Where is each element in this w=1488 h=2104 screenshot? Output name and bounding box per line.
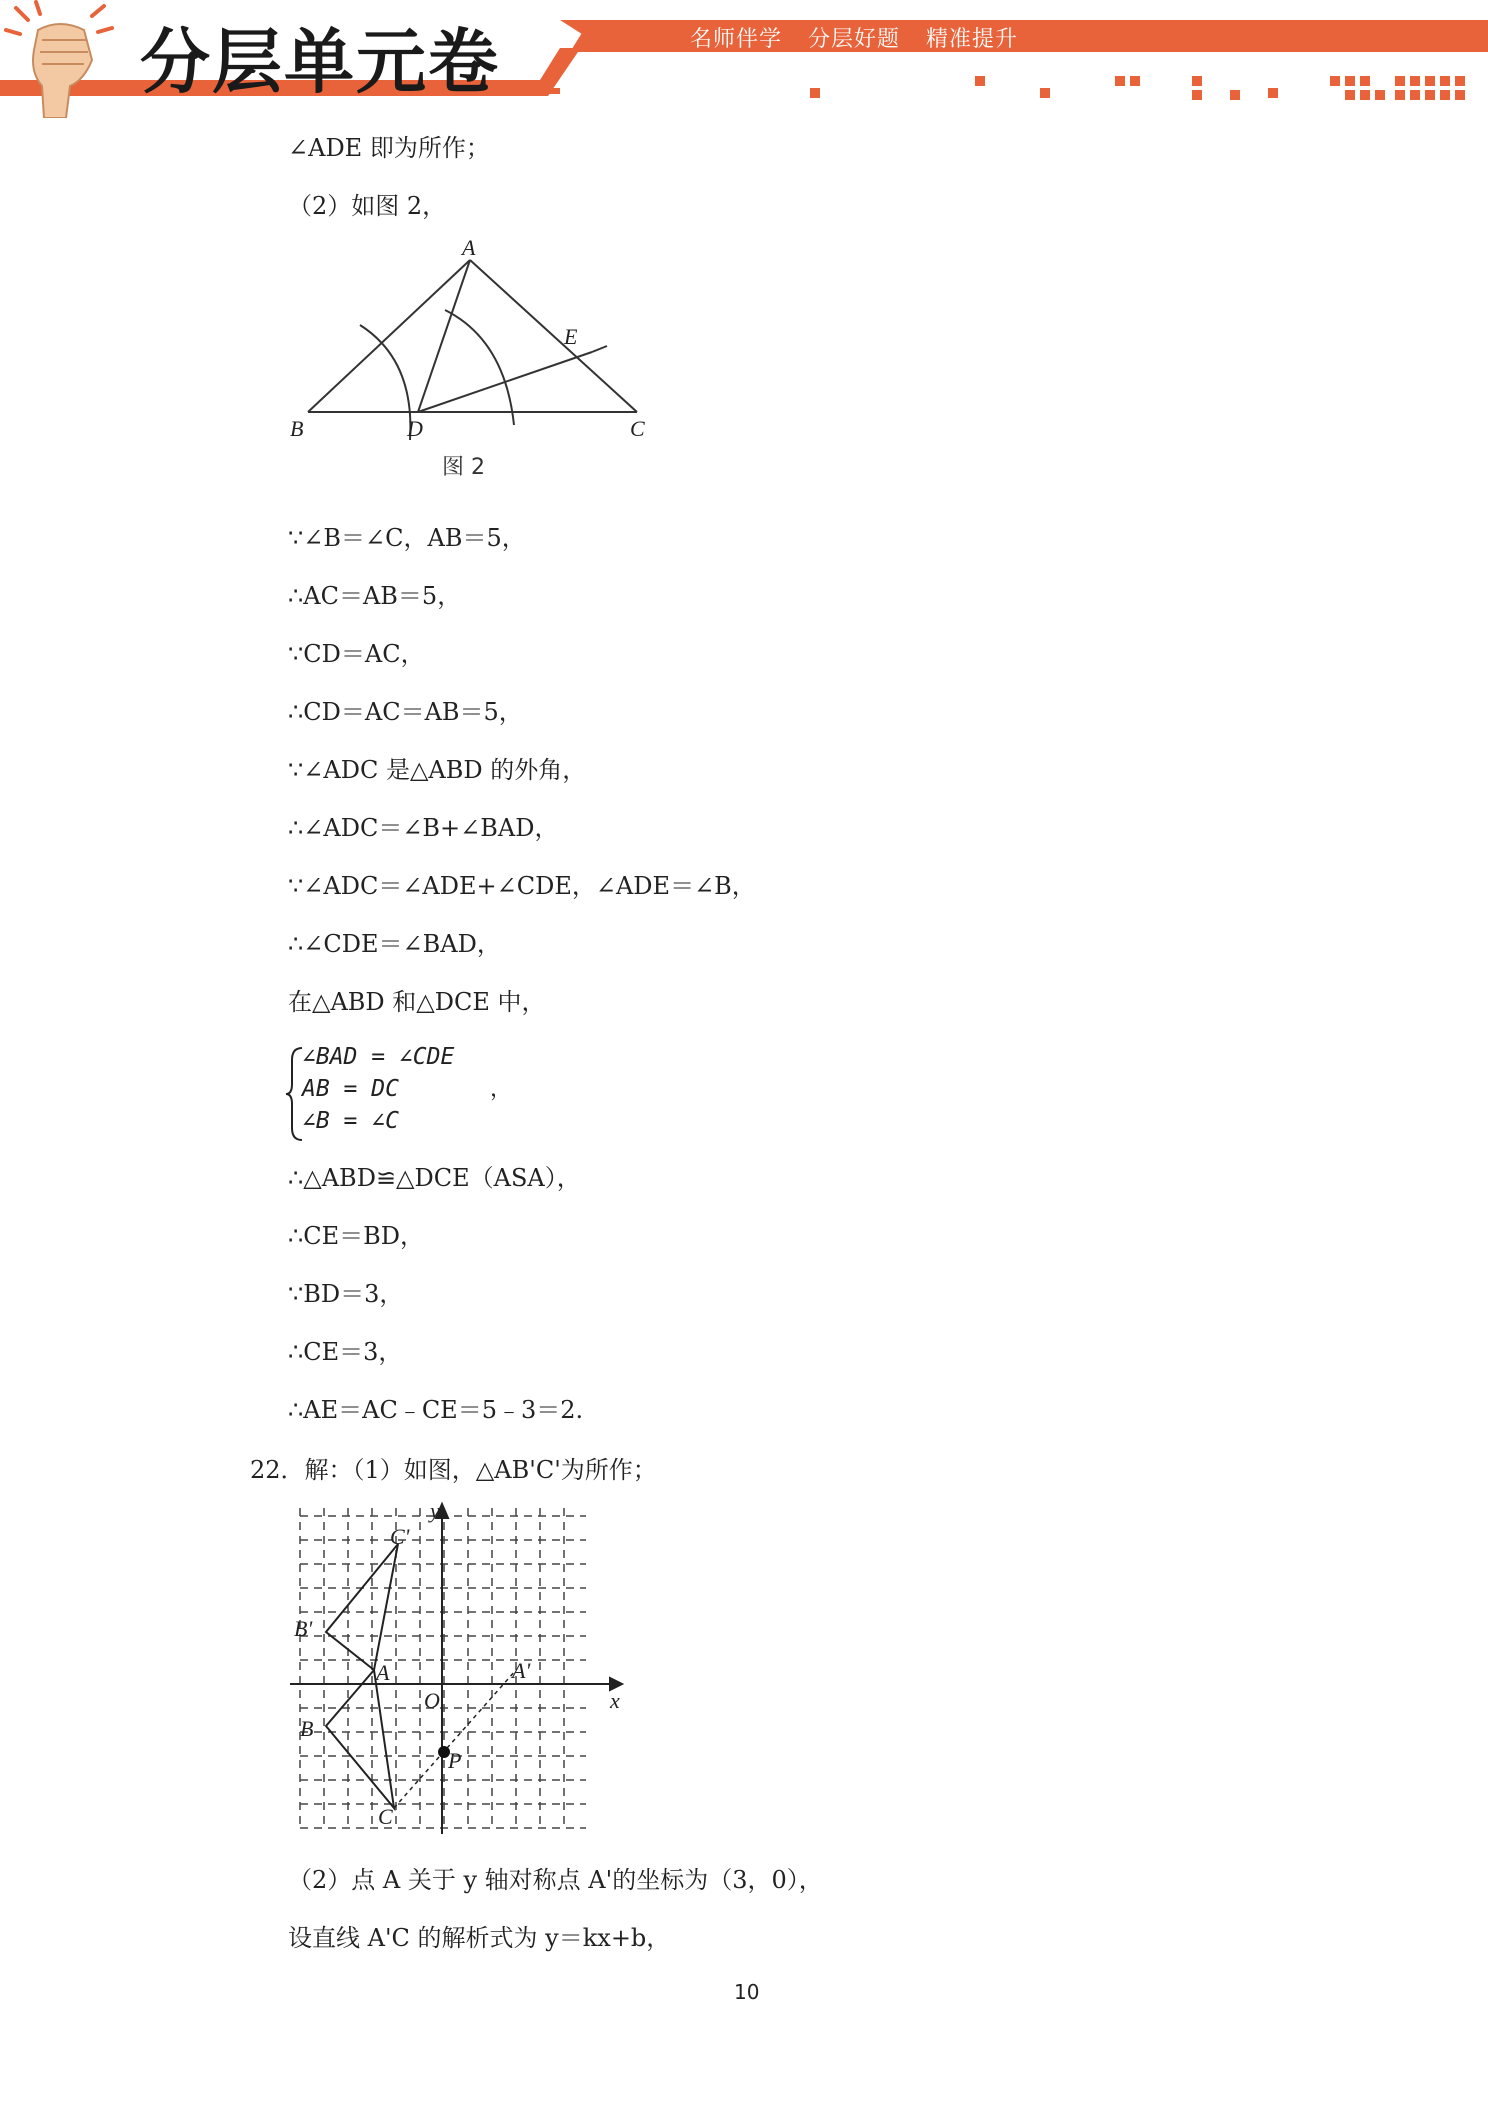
label-e: E xyxy=(564,324,578,349)
text-line: ∴△ABD≌△DCE（ASA）， xyxy=(288,1164,581,1192)
page-header xyxy=(0,0,1488,120)
label-a: A xyxy=(376,1660,390,1685)
text-line: （2）点 A 关于 y 轴对称点 A'的坐标为（3，0）， xyxy=(288,1866,823,1894)
label-a: A xyxy=(462,240,476,260)
equation-system xyxy=(286,1044,546,1144)
label-c: C xyxy=(378,1804,393,1829)
text-line: ∵∠ADC＝∠ADE+∠CDE，∠ADE＝∠B， xyxy=(288,872,756,900)
text-line: ∴CD＝AC＝AB＝5， xyxy=(288,698,523,726)
label-a-prime: A' xyxy=(512,1658,531,1683)
header-slogan: 名师伴学 分层好题 精准提升 xyxy=(690,27,1018,52)
system-row: ∠B = ∠C xyxy=(302,1108,399,1134)
brand-title: 分层单元卷 xyxy=(140,21,500,103)
label-b: B xyxy=(290,416,304,441)
text-line: ∴CE＝3， xyxy=(288,1338,403,1366)
label-b: B xyxy=(300,1716,314,1741)
coordinate-grid-figure xyxy=(280,1498,640,1844)
label-c: C xyxy=(630,416,645,441)
text-line: ∴AC＝AB＝5， xyxy=(288,582,462,610)
axis-x-label: x xyxy=(610,1688,620,1713)
label-p: P xyxy=(448,1748,462,1773)
axis-y-label: y xyxy=(430,1498,440,1523)
question-22-line: 22．解：（1）如图，△AB'C'为所作； xyxy=(250,1456,657,1484)
label-d: D xyxy=(407,416,423,441)
text-line: ∵BD＝3， xyxy=(288,1280,404,1308)
page-number: 10 xyxy=(734,1980,760,2004)
origin-label: O xyxy=(424,1688,440,1713)
text-line: ∴AE＝AC﹣CE＝5﹣3＝2. xyxy=(288,1396,584,1424)
system-row: ∠BAD = ∠CDE xyxy=(302,1044,455,1070)
figure-caption: 图 2 xyxy=(442,455,485,480)
text-line: ∵∠B＝∠C，AB＝5， xyxy=(288,524,526,552)
text-line: （2）如图 2， xyxy=(288,192,447,220)
figure-2-triangle xyxy=(280,240,680,490)
text-line: ∴∠ADC＝∠B+∠BAD， xyxy=(288,814,559,842)
text-line: 在△ABD 和△DCE 中， xyxy=(288,988,546,1016)
text-line: ∴CE＝BD， xyxy=(288,1222,425,1250)
text-line: 设直线 A'C 的解析式为 y＝kx+b， xyxy=(288,1924,671,1952)
text-line: ∵CD＝AC， xyxy=(288,640,425,668)
label-b-prime: B' xyxy=(294,1616,313,1641)
text-line: ∴∠CDE＝∠BAD， xyxy=(288,930,501,958)
system-row: AB = DC xyxy=(302,1076,399,1102)
text-line: ∠ADE 即为所作； xyxy=(288,134,490,162)
text-line: ∵∠ADC 是△ABD 的外角， xyxy=(288,756,587,784)
label-c-prime: C' xyxy=(390,1524,410,1549)
fist-icon xyxy=(0,0,130,118)
system-trailing: ， xyxy=(490,1077,513,1102)
